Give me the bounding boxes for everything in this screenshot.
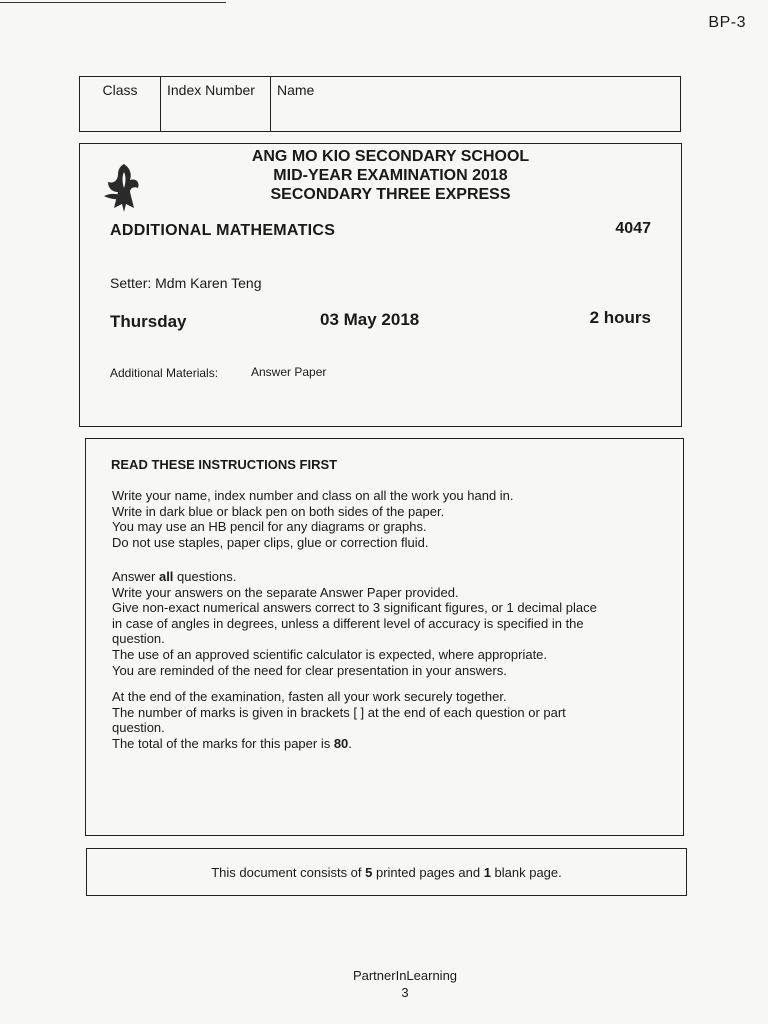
instruction-line: At the end of the examination, fasten all your work securely together. <box>112 689 507 704</box>
materials-label: Additional Materials: <box>110 366 219 380</box>
materials-value: Answer Paper <box>251 365 327 379</box>
exam-title: MID-YEAR EXAMINATION 2018 <box>273 167 508 184</box>
instruction-line: Write your answers on the separate Answer Paper provided. <box>112 584 459 600</box>
total-marks-line: The total of the marks for this paper is 80. <box>112 735 352 751</box>
school-name: ANG MO KIO SECONDARY SCHOOL <box>251 148 530 165</box>
instructions-paragraph-3 <box>112 689 657 751</box>
instructions-paragraph-2 <box>112 569 657 678</box>
instructions-heading: READ THESE INSTRUCTIONS FIRST <box>111 457 338 472</box>
paper-code: 4047 <box>615 220 651 237</box>
instruction-line: question. <box>112 720 165 736</box>
student-id-box <box>79 76 681 132</box>
instruction-line: Do not use staples, paper clips, glue or correction fluid. <box>112 534 429 550</box>
page-number: 3 <box>401 985 409 1000</box>
name-field: Name <box>277 82 315 98</box>
page-count-text: This document consists of 5 printed pages and 1 blank page. <box>211 865 562 880</box>
instruction-line: Write your name, index number and class on all the work you hand in. <box>112 488 514 503</box>
instruction-line: Answer all questions. <box>112 569 237 584</box>
instruction-line: You are reminded of the need for clear presentation in your answers. <box>112 662 507 678</box>
top-rule <box>0 2 226 3</box>
instructions-paragraph-1 <box>112 488 657 550</box>
exam-duration: 2 hours <box>589 308 651 327</box>
instruction-line: Write in dark blue or black pen on both sides of the paper. <box>112 503 445 519</box>
exam-header-box <box>79 143 682 427</box>
setter: Setter: Mdm Karen Teng <box>110 275 262 291</box>
exam-day: Thursday <box>110 312 187 331</box>
instruction-line: You may use an HB pencil for any diagrams or graphs. <box>112 519 427 535</box>
instruction-line: The number of marks is given in brackets [ ] at the end of each question or part <box>112 704 566 720</box>
subject-title: ADDITIONAL MATHEMATICS <box>110 222 336 239</box>
index-number-field: Index Number <box>161 77 271 131</box>
page-count-box <box>86 848 687 896</box>
instruction-line: Give non-exact numerical answers correct to 3 significant figures, or 1 decimal place <box>112 600 597 616</box>
instruction-line: The use of an approved scientific calculator is expected, where appropriate. <box>112 646 548 662</box>
instructions-box <box>85 438 684 836</box>
class-field: Class <box>80 77 161 131</box>
page-code: BP-3 <box>708 14 746 31</box>
brand-footer: PartnerInLearning <box>352 968 458 983</box>
level-title: SECONDARY THREE EXPRESS <box>270 186 511 203</box>
instruction-line: question. <box>112 631 165 647</box>
instruction-line: in case of angles in degrees, unless a different level of accuracy is specified in the <box>112 615 584 631</box>
exam-date: 03 May 2018 <box>320 310 420 329</box>
total-marks: 80 <box>333 735 349 751</box>
